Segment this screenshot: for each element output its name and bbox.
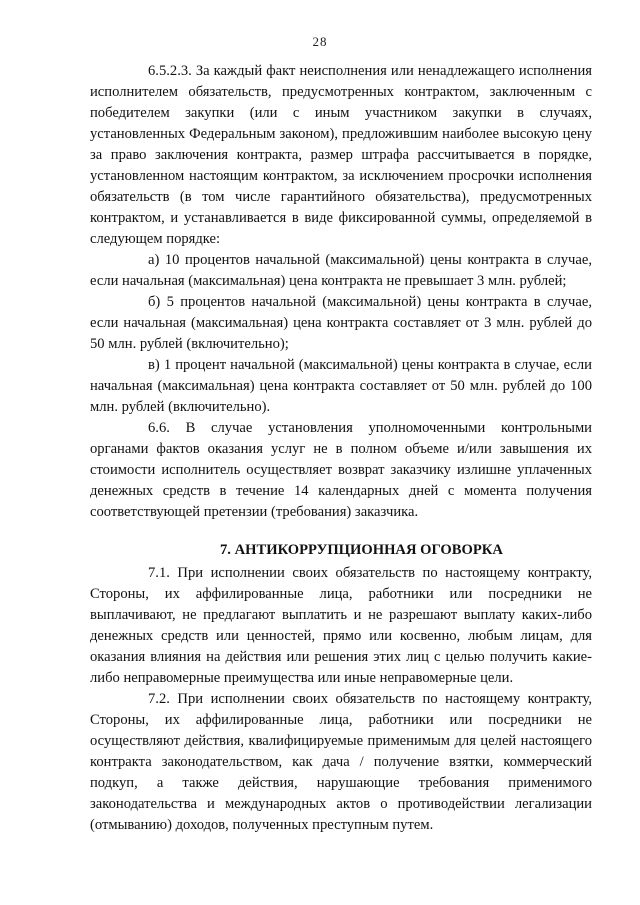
document-body <box>90 61 592 836</box>
list-item-v: в) 1 процент начальной (максимальной) цены контракта в случае, если начальная (максимальная) цена контракта составляет от 50 млн. рублей до 100 млн. рублей (включительно). <box>90 357 592 415</box>
list-item-a: а) 10 процентов начальной (максимальной) цены контракта в случае, если начальная (максимальная) цена контракта не превышает 3 млн. рублей; <box>90 252 592 289</box>
list-item-b: б) 5 процентов начальной (максимальной) цены контракта в случае, если начальная (максимальная) цена контракта составляет от 3 млн. рублей до 50 млн. рублей (включительно); <box>90 294 592 352</box>
paragraph-7-1: 7.1. При исполнении своих обязательств по настоящему контракту, Стороны, их аффилированные лица, работники или посредники не выплачивают, не предлагают выплатить и не разрешают выплату каких-либо денежных средств или ценностей, прямо или косвенно, любым лицам, для оказания влияния на действия или решения этих лиц с целью получить какие-либо неправомерные преимущества или иные неправомерные цели. <box>90 565 592 686</box>
paragraph-6-6: 6.6. В случае установления уполномоченными контрольными органами фактов оказания услуг не в полном объеме и/или завышения их стоимости исполнитель осуществляет возврат заказчику излишне уплаченных денежных средств в течение 14 календарных дней с момента получения соответствующей претензии (требования) заказчика. <box>90 420 592 520</box>
paragraph-6-5-2-3: 6.5.2.3. За каждый факт неисполнения или ненадлежащего исполнения исполнителем обязательств, предусмотренных контрактом, заключенным с победителем закупки (или с иным участником закупки в случаях, установленных Федеральным законом), предложившим наиболее высокую цену за право заключения контракта, размер штрафа рассчитывается в порядке, установленном настоящим контрактом, за исключением просрочки исполнения обязательств (в том числе гарантийного обязательства), предусмотренных контрактом, и устанавливается в виде фиксированной суммы, определяемой в следующем порядке: <box>90 63 592 247</box>
section-heading-anticorruption: 7. АНТИКОРРУПЦИОННАЯ ОГОВОРКА <box>220 542 503 558</box>
page-number: 28 <box>312 34 328 49</box>
paragraph-7-2: 7.2. При исполнении своих обязательств по настоящему контракту, Стороны, их аффилированные лица, работники или посредники не осуществляют действия, квалифицируемые применимым для целей настоящего контракта законодательством, как дача / получение взятки, коммерческий подкуп, а также действия, нарушающие требования применимого законодательства и международных актов о противодействии легализации (отмыванию) доходов, полученных преступным путем. <box>90 691 592 833</box>
